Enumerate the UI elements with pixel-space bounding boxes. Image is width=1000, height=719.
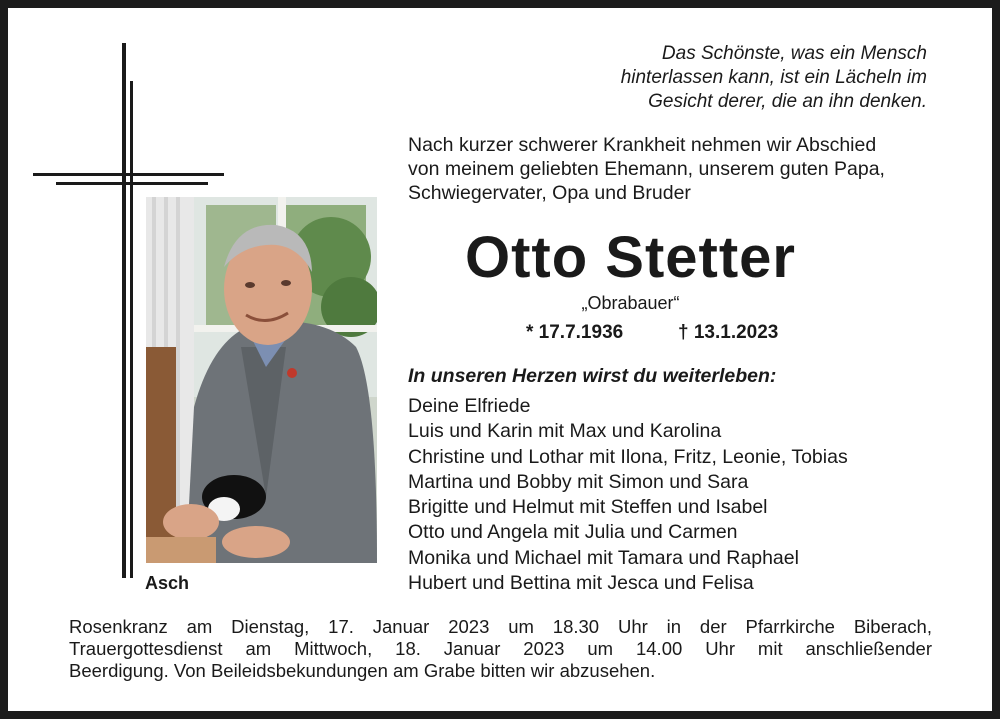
family-member: Brigitte und Helmut mit Steffen und Isabel: [408, 496, 768, 519]
family-member: Hubert und Bettina mit Jesca und Felisa: [408, 572, 754, 595]
announcement-line: von meinem geliebten Ehemann, unserem guten Papa,: [408, 158, 885, 180]
family-member: Christine und Lothar mit Ilona, Fritz, Leonie, Tobias: [408, 445, 848, 468]
cross-vertical-bar: [122, 43, 126, 578]
place-label: Asch: [145, 573, 190, 593]
family-heading: In unseren Herzen wirst du weiterleben:: [408, 365, 777, 387]
portrait-photo: [146, 197, 377, 563]
cross-horizontal-bar: [33, 173, 224, 176]
quote-line: hinterlassen kann, ist ein Lächeln im: [620, 67, 927, 88]
deceased-name: Otto Stetter: [465, 225, 796, 290]
service-line: Beerdigung. Von Beileidsbekundungen am Grabe bitten wir abzusehen.: [69, 660, 656, 681]
announcement-line: Nach kurzer schwerer Krankheit nehmen wir Abschied: [408, 134, 877, 156]
cross-vertical-bar-inner: [130, 81, 133, 578]
service-details: [69, 616, 932, 682]
announcement-line: Schwiegervater, Opa und Bruder: [408, 182, 691, 204]
family-member: Deine Elfriede: [408, 395, 531, 417]
service-line: Rosenkranz am Dienstag, 17. Januar 2023 um 18.30 Uhr in der Pfarrkirche Biberach,: [69, 616, 932, 637]
family-list: [408, 394, 948, 596]
memorial-quote: [527, 42, 927, 114]
service-line: Trauergottesdienst am Mittwoch, 18. Januar 2023 um 14.00 Uhr mit anschließender: [69, 638, 932, 659]
family-member: Luis und Karin mit Max und Karolina: [408, 420, 722, 443]
family-member: Monika und Michael mit Tamara und Raphael: [408, 546, 799, 569]
family-member: Otto und Angela mit Julia und Carmen: [408, 521, 738, 544]
announcement-text: [408, 133, 948, 205]
death-date: † 13.1.2023: [678, 322, 779, 343]
deceased-nickname: „Obrabauer“: [581, 293, 680, 313]
cross-horizontal-bar-inner: [56, 182, 208, 185]
quote-line: Das Schönste, was ein Mensch: [661, 43, 927, 64]
birth-date: * 17.7.1936: [526, 322, 624, 343]
family-member: Martina und Bobby mit Simon und Sara: [408, 470, 749, 493]
quote-line: Gesicht derer, die an ihn denken.: [648, 91, 927, 112]
